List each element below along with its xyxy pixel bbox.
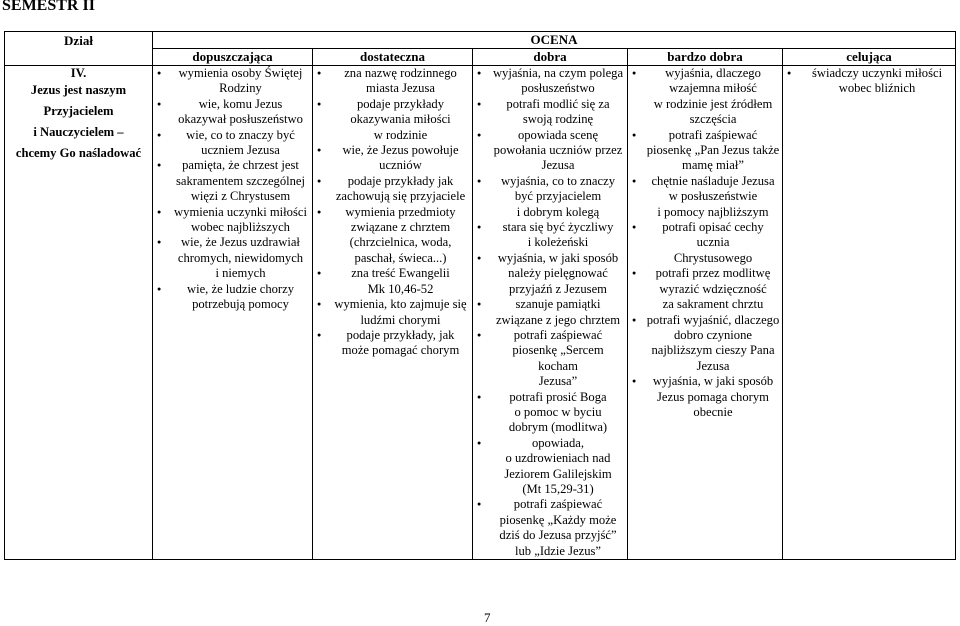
requirement-text: ● potrafi opisać cechy ucznia <box>662 220 764 250</box>
requirement-item <box>473 328 625 390</box>
requirement-text: Rodziny <box>219 81 262 96</box>
requirement-text: dobrym (modlitwa) <box>508 420 608 435</box>
requirement-item <box>313 266 470 297</box>
requirement-text: ● podaje przykłady, jak <box>346 327 455 342</box>
requirement-text: zachowują się przyjaciele <box>335 189 466 204</box>
grading-table <box>4 31 956 560</box>
requirement-item <box>473 497 625 559</box>
requirement-text: ● wyjaśnia, w jaki sposób <box>652 374 774 389</box>
grade-header-dobra: dobra <box>473 49 628 66</box>
requirement-text: najbliższym cieszy Pana <box>651 343 775 358</box>
requirement-item <box>473 251 625 297</box>
requirement-text: i koleżeński <box>527 235 589 250</box>
requirement-text: ● chętnie naśladuje Jezusa <box>651 173 775 188</box>
requirement-text: uczniów <box>379 158 422 173</box>
requirements-celujaca <box>783 66 956 560</box>
requirement-item <box>628 313 780 375</box>
requirement-text: Jezusa <box>696 358 730 373</box>
requirement-text: ● wie, co to znaczy być <box>186 127 295 142</box>
requirement-item <box>473 174 625 220</box>
requirement-text: ● zna nazwę rodzinnego <box>344 66 457 80</box>
requirement-text: ● wymienia uczynki miłości <box>174 204 307 219</box>
requirements-dobra <box>473 66 628 560</box>
requirement-text: swoją rodzinę <box>522 112 594 127</box>
requirement-text: dziś do Jezusa przyjść” <box>499 528 617 543</box>
requirement-text: ● potrafi zaśpiewać <box>513 327 603 342</box>
requirement-text: okazywał posłuszeństwo <box>178 112 303 127</box>
requirement-item <box>153 282 310 313</box>
requirement-text: miasta Jezusa <box>366 81 435 96</box>
requirement-text: piosenkę „Każdy może <box>499 512 617 527</box>
requirement-text: ● podaje przykłady jak <box>347 173 454 188</box>
requirement-text: ● wyjaśnia, na czym polega <box>492 66 624 80</box>
grade-header-celujaca: celująca <box>783 49 956 66</box>
requirement-text: za sakrament chrztu <box>662 297 764 312</box>
requirements-bardzo-dobra <box>628 66 783 560</box>
requirement-text: ● szanuje pamiątki <box>515 297 601 312</box>
requirement-text: lub „Idzie Jezus” <box>514 543 602 558</box>
requirement-text: ● wie, komu Jezus <box>198 96 283 111</box>
requirement-text: wobec najbliższych <box>191 220 290 235</box>
requirement-text: ● wyjaśnia, dlaczego <box>665 66 761 80</box>
requirement-text: może pomagać chorym <box>341 343 460 358</box>
requirement-text: obecnie <box>693 404 733 419</box>
requirement-item <box>473 390 625 436</box>
requirement-text: dobro czynione <box>674 327 752 342</box>
requirement-item <box>628 174 780 220</box>
requirement-text: ● wyjaśnia, co to znaczy <box>501 173 615 188</box>
requirement-text: ● stara się być życzliwy <box>502 220 614 235</box>
requirement-item <box>783 66 953 97</box>
requirement-item <box>313 97 470 143</box>
requirement-text: ● podaje przykłady <box>356 96 445 111</box>
requirement-text: ● wyjaśnia, w jaki sposób <box>497 250 619 265</box>
requirement-text: Jezusa <box>541 158 575 173</box>
requirement-item <box>473 128 625 174</box>
requirement-item <box>313 297 470 328</box>
requirement-text: ludźmi chorymi <box>360 312 441 327</box>
requirement-text: mamę miał” <box>682 158 744 173</box>
requirement-item <box>153 235 310 281</box>
requirement-text: o uzdrowieniach nad <box>505 451 611 466</box>
requirement-text: przyjaźń z Jezusem <box>509 281 607 296</box>
requirement-text: potrzebują pomocy <box>192 297 289 312</box>
requirement-text: ● wymienia przedmioty <box>345 204 456 219</box>
requirement-text: Jezusa” <box>538 374 578 389</box>
semester-title: SEMESTR II <box>2 0 95 14</box>
requirement-text: paschał, świeca...) <box>354 250 447 265</box>
requirement-text: ● potrafi zaśpiewać <box>513 497 603 512</box>
requirement-text: (chrzcielnica, woda, <box>349 235 452 250</box>
requirement-text: ● opowiada, <box>531 435 585 450</box>
grade-header-dostateczna: dostateczna <box>313 49 473 66</box>
requirement-item <box>313 66 470 97</box>
requirement-text: Jeziorem Galilejskim <box>504 466 612 481</box>
requirement-item <box>628 66 780 128</box>
requirement-text: ● potrafi zaśpiewać <box>668 127 758 142</box>
requirement-item <box>313 328 470 359</box>
requirements-dopuszczajaca <box>153 66 313 560</box>
requirement-text: uczniem Jezusa <box>201 143 280 158</box>
requirement-text: Chrystusowego <box>673 250 753 265</box>
requirement-text: należy pielęgnować <box>508 266 608 281</box>
requirement-text: Mk 10,46-52 <box>367 281 434 296</box>
section-title-line: chcemy Go naśladować <box>15 146 142 160</box>
grade-header-bardzo-dobra: bardzo dobra <box>628 49 783 66</box>
requirement-text: ● wymienia, kto zajmuje się <box>334 297 467 312</box>
requirement-text: (Mt 15,29-31) <box>522 481 594 496</box>
requirement-text: o pomoc w byciu <box>514 404 602 419</box>
requirement-text: ● wymienia osoby Świętej <box>178 66 303 80</box>
requirement-text: ● wie, że Jezus uzdrawiał <box>181 235 300 250</box>
section-title-line: Przyjacielem <box>43 104 114 118</box>
requirement-item <box>473 436 625 498</box>
requirement-text: ● wie, że ludzie chorzy <box>187 281 294 296</box>
requirement-text: ● potrafi przez modlitwę <box>655 266 771 281</box>
requirement-text: piosenkę „Sercem kocham <box>512 343 604 373</box>
requirement-text: Jezus pomaga chorym <box>657 389 769 404</box>
requirement-text: ● zna treść Ewangelii <box>351 266 450 281</box>
requirement-text: w rodzinie <box>373 127 428 142</box>
requirement-text: ● świadczy uczynki miłości <box>811 66 943 80</box>
requirement-text: ● potrafi prosić Boga <box>509 389 607 404</box>
requirement-text: powołania uczniów przez <box>493 143 623 158</box>
requirement-item <box>473 297 625 328</box>
requirement-item <box>313 143 470 174</box>
grade-header-dopuszczajaca: dopuszczająca <box>153 49 313 66</box>
requirement-item <box>473 97 625 128</box>
requirement-text: i dobrym kolegą <box>516 204 600 219</box>
requirement-text: ● potrafi modlić się za <box>506 96 610 111</box>
requirements-dostateczna <box>313 66 473 560</box>
requirement-text: piosenkę „Pan Jezus także <box>646 143 780 158</box>
requirement-item <box>628 220 780 266</box>
requirement-item <box>153 97 310 128</box>
requirement-text: i niemych <box>215 266 266 281</box>
requirement-text: w rodzinie jest źródłem <box>653 96 773 111</box>
requirement-text: posłuszeństwo <box>521 81 595 96</box>
requirement-text: być przyjacielem <box>514 189 602 204</box>
requirement-item <box>473 220 625 251</box>
requirement-text: w posłuszeństwie <box>668 189 758 204</box>
requirement-text: ● potrafi wyjaśnić, dlaczego <box>646 312 780 327</box>
requirement-text: wzajemna miłość <box>669 81 757 96</box>
requirement-text: ● wie, że Jezus powołuje <box>342 143 459 158</box>
requirement-text: okazywania miłości <box>350 112 451 127</box>
requirement-text: szczęścia <box>689 112 737 127</box>
dzial-header: Dział <box>5 32 153 66</box>
requirement-text: ● pamięta, że chrzest jest <box>182 158 299 173</box>
requirement-text: i pomocy najbliższym <box>657 204 769 219</box>
requirement-item <box>153 205 310 236</box>
requirement-item <box>153 66 310 97</box>
section-title-line: Jezus jest naszym <box>30 83 127 97</box>
section-title-line: i Nauczycielem – <box>33 125 124 139</box>
requirement-item <box>628 374 780 420</box>
requirement-item <box>313 174 470 205</box>
section-number: IV. <box>70 66 87 80</box>
requirement-text: wyrazić wdzięczność <box>659 281 767 296</box>
requirement-item <box>628 128 780 174</box>
requirement-item <box>153 128 310 159</box>
requirement-text: związane z jego chrztem <box>495 312 621 327</box>
section-cell <box>5 66 153 560</box>
requirement-item <box>473 66 625 97</box>
requirement-item <box>628 266 780 312</box>
ocena-header: OCENA <box>153 32 956 49</box>
requirement-item <box>153 158 310 204</box>
requirement-text: sakramentem szczególnej <box>175 173 306 188</box>
requirement-text: ● opowiada scenę <box>517 127 599 142</box>
page-number: 7 <box>484 610 491 625</box>
requirement-item <box>313 205 470 267</box>
requirement-text: chromych, niewidomych <box>177 250 304 265</box>
requirement-text: wobec bliźnich <box>838 81 916 96</box>
requirement-text: więzi z Chrystusem <box>190 189 291 204</box>
requirement-text: związane z chrztem <box>350 220 451 235</box>
